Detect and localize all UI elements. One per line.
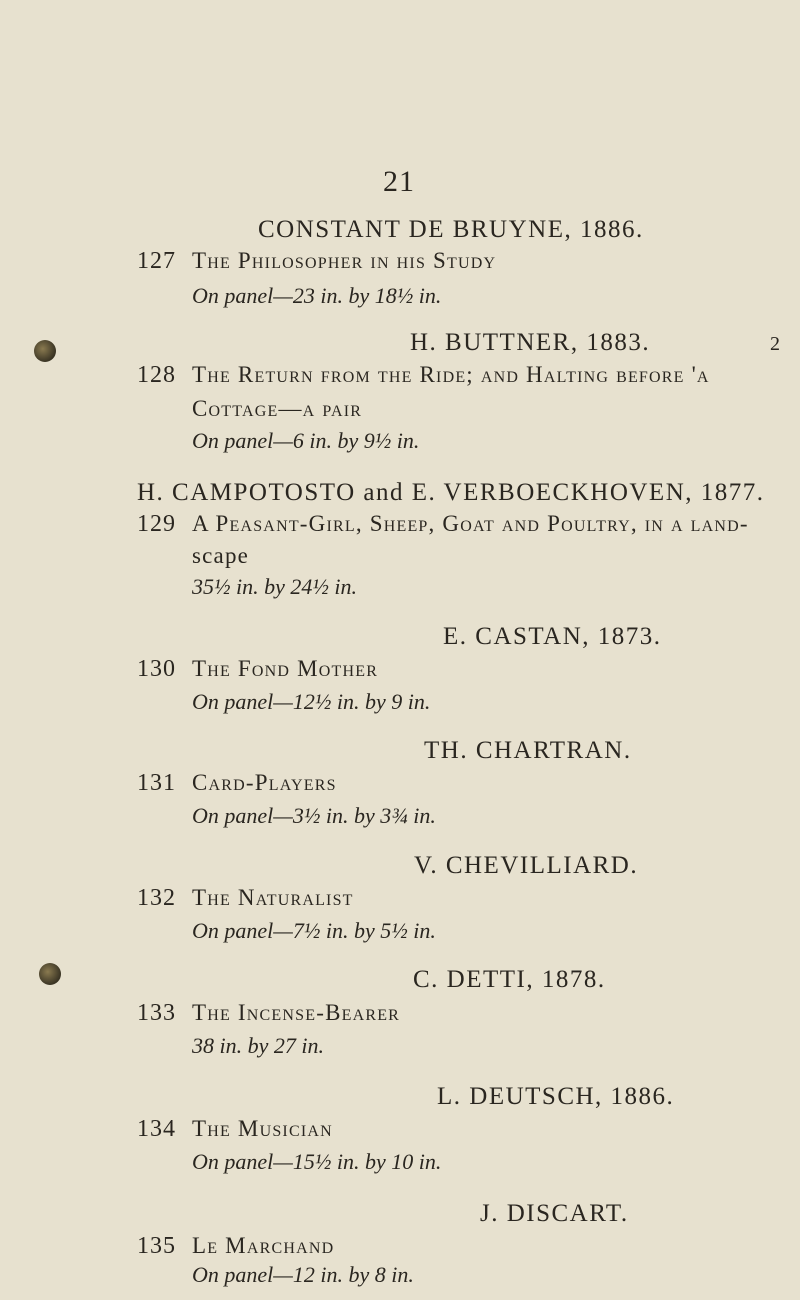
lot-number: 128 — [137, 362, 176, 388]
lot-title: A Peasant-Girl, Sheep, Goat and Poultry, in a land- — [192, 511, 749, 536]
lot-title: Le Marchand — [192, 1233, 335, 1258]
lot-detail: On panel—23 in. by 18½ in. — [192, 283, 442, 308]
artist-heading: TH. CHARTRAN. — [424, 737, 632, 764]
lot-detail: 35½ in. by 24½ in. — [192, 574, 357, 599]
artist-heading: L. DEUTSCH, 1886. — [437, 1083, 675, 1110]
lot-title: The Return from the Ride; and Halting before 'a — [192, 362, 710, 387]
lot-detail: 38 in. by 27 in. — [192, 1033, 324, 1058]
lot-title: Card-Players — [192, 770, 337, 795]
lot-number: 131 — [137, 770, 176, 796]
lot-number: 132 — [137, 885, 176, 911]
lot-number: 135 — [137, 1233, 176, 1259]
artist-heading: C. DETTI, 1878. — [413, 966, 606, 993]
lot-detail: On panel—7½ in. by 5½ in. — [192, 918, 436, 943]
lot-title: The Fond Mother — [192, 656, 379, 681]
artist-heading: H. BUTTNER, 1883. — [410, 329, 651, 356]
artist-heading: CONSTANT DE BRUYNE, 1886. — [258, 216, 644, 243]
lot-number: 130 — [137, 656, 176, 682]
lot-detail: On panel—12½ in. by 9 in. — [192, 689, 431, 714]
lot-detail: On panel—6 in. by 9½ in. — [192, 428, 420, 453]
lot-number: 129 — [137, 511, 176, 537]
binding-hole-top — [34, 340, 56, 362]
margin-mark: 2 — [770, 333, 780, 355]
binding-hole-bottom — [39, 963, 61, 985]
artist-heading: V. CHEVILLIARD. — [414, 852, 639, 879]
page-number: 21 — [383, 165, 415, 198]
artist-heading: H. CAMPOTOSTO and E. VERBOECKHOVEN, 1877. — [137, 479, 765, 506]
lot-detail: On panel—15½ in. by 10 in. — [192, 1149, 442, 1174]
lot-number: 133 — [137, 1000, 176, 1026]
lot-detail: On panel—12 in. by 8 in. — [192, 1262, 414, 1287]
lot-number: 127 — [137, 248, 176, 274]
lot-title-continued: scape — [192, 543, 250, 568]
lot-title-continued: Cottage—a pair — [192, 396, 363, 421]
artist-heading: E. CASTAN, 1873. — [443, 623, 662, 650]
artist-heading: J. DISCART. — [480, 1200, 629, 1227]
lot-title: The Naturalist — [192, 885, 354, 910]
lot-title: The Philosopher in his Study — [192, 248, 497, 273]
lot-number: 134 — [137, 1116, 176, 1142]
lot-detail: On panel—3½ in. by 3¾ in. — [192, 803, 436, 828]
lot-title: The Musician — [192, 1116, 333, 1141]
lot-title: The Incense-Bearer — [192, 1000, 401, 1025]
